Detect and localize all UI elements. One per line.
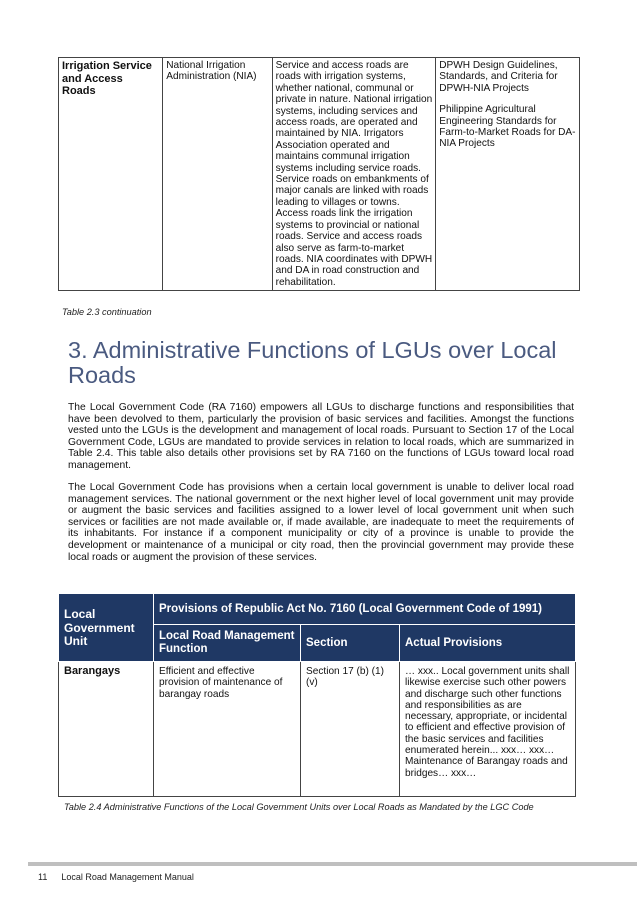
manual-title: Local Road Management Manual bbox=[61, 872, 194, 882]
table-row bbox=[59, 58, 580, 291]
road-type-cell: Irrigation Service and Access Roads bbox=[59, 58, 163, 291]
table-row bbox=[59, 662, 576, 797]
header-section: Section bbox=[301, 625, 400, 662]
table-2-4 bbox=[58, 593, 576, 797]
page-number: 11 bbox=[38, 872, 48, 882]
table-2-3-continuation bbox=[58, 57, 580, 291]
paragraph-1: The Local Government Code (RA 7160) empowers all LGUs to discharge functions and responsibilities that have been devolved to them, particularly the provision of basic services and facilities. Amongst the functions vested unto the LGUs is the development and management of local roads. Pursuant to Section 17 of the Local Government Code, LGUs are mandated to provide services in relation to local roads, which are summarized in Table 2.4. This table also details other provisions set by RA 7160 on the functions of LGUs toward local road management. bbox=[68, 402, 574, 471]
standards-item-1: DPWH Design Guidelines, Standards, and Criteria for DPWH-NIA Projects bbox=[439, 60, 558, 94]
header-lgu: Local Government Unit bbox=[59, 594, 154, 662]
function-cell: Efficient and effective provision of maintenance of barangay roads bbox=[154, 662, 301, 797]
table-2-4-caption: Table 2.4 Administrative Functions of the Local Government Units over Local Roads as Mandated by the LGC Code bbox=[64, 802, 534, 812]
description-cell: Service and access roads are roads with irrigation systems, whether national, communal or private in nature. National irrigation systems, including services and access roads, are operated and maintained by NIA. Irrigators Association operated and maintains communal irrigation systems including service roads. Service roads on embankments of major canals are linked with roads leading to villages or towns. Access roads link the irrigation systems to provincial or national roads. Service and access roads also serve as farm-to-market roads. NIA coordinates with DPWH and DA in road construction and rehabilitation. bbox=[272, 58, 436, 291]
agency-cell: National Irrigation Administration (NIA) bbox=[163, 58, 272, 291]
standards-cell bbox=[436, 58, 580, 291]
header-function: Local Road Management Function bbox=[154, 625, 301, 662]
table-header-row bbox=[59, 594, 576, 625]
page-footer bbox=[38, 872, 194, 882]
actual-provisions-cell: … xxx.. Local government units shall likewise exercise such other powers and discharge such other functions and responsibilities as are necessary, appropriate, or incidental to efficient and effective provision of the basic services and facilities enumerated herein... xxx… xxx… Maintenance of Barangay roads and bridges… xxx… bbox=[400, 662, 576, 797]
standards-item-2: Philippine Agricultural Engineering Standards for Farm-to-Market Roads for DA-NIA Projects bbox=[439, 104, 576, 150]
section-heading: 3. Administrative Functions of LGUs over Local Roads bbox=[68, 337, 557, 388]
header-provisions: Provisions of Republic Act No. 7160 (Local Government Code of 1991) bbox=[154, 594, 576, 625]
footer-divider bbox=[28, 862, 637, 866]
table-2-3-caption: Table 2.3 continuation bbox=[62, 307, 152, 317]
section-cell: Section 17 (b) (1) (v) bbox=[301, 662, 400, 797]
lgu-cell: Barangays bbox=[59, 662, 154, 797]
header-actual: Actual Provisions bbox=[400, 625, 576, 662]
paragraph-2: The Local Government Code has provisions when a certain local government is unable to deliver local road management services. The national government or the next higher level of local government unit may provide or augment the basic services and facilities assigned to a lower level of local government unit when such services or facilities are not made available or, if made available, are inadequate to meet the requirements of its inhabitants. For instance if a component municipality or city of a province is unable to provide the development or maintenance of a municipal or city road, then the provincial government may provide these local roads or augment the provision of these services. bbox=[68, 482, 574, 563]
